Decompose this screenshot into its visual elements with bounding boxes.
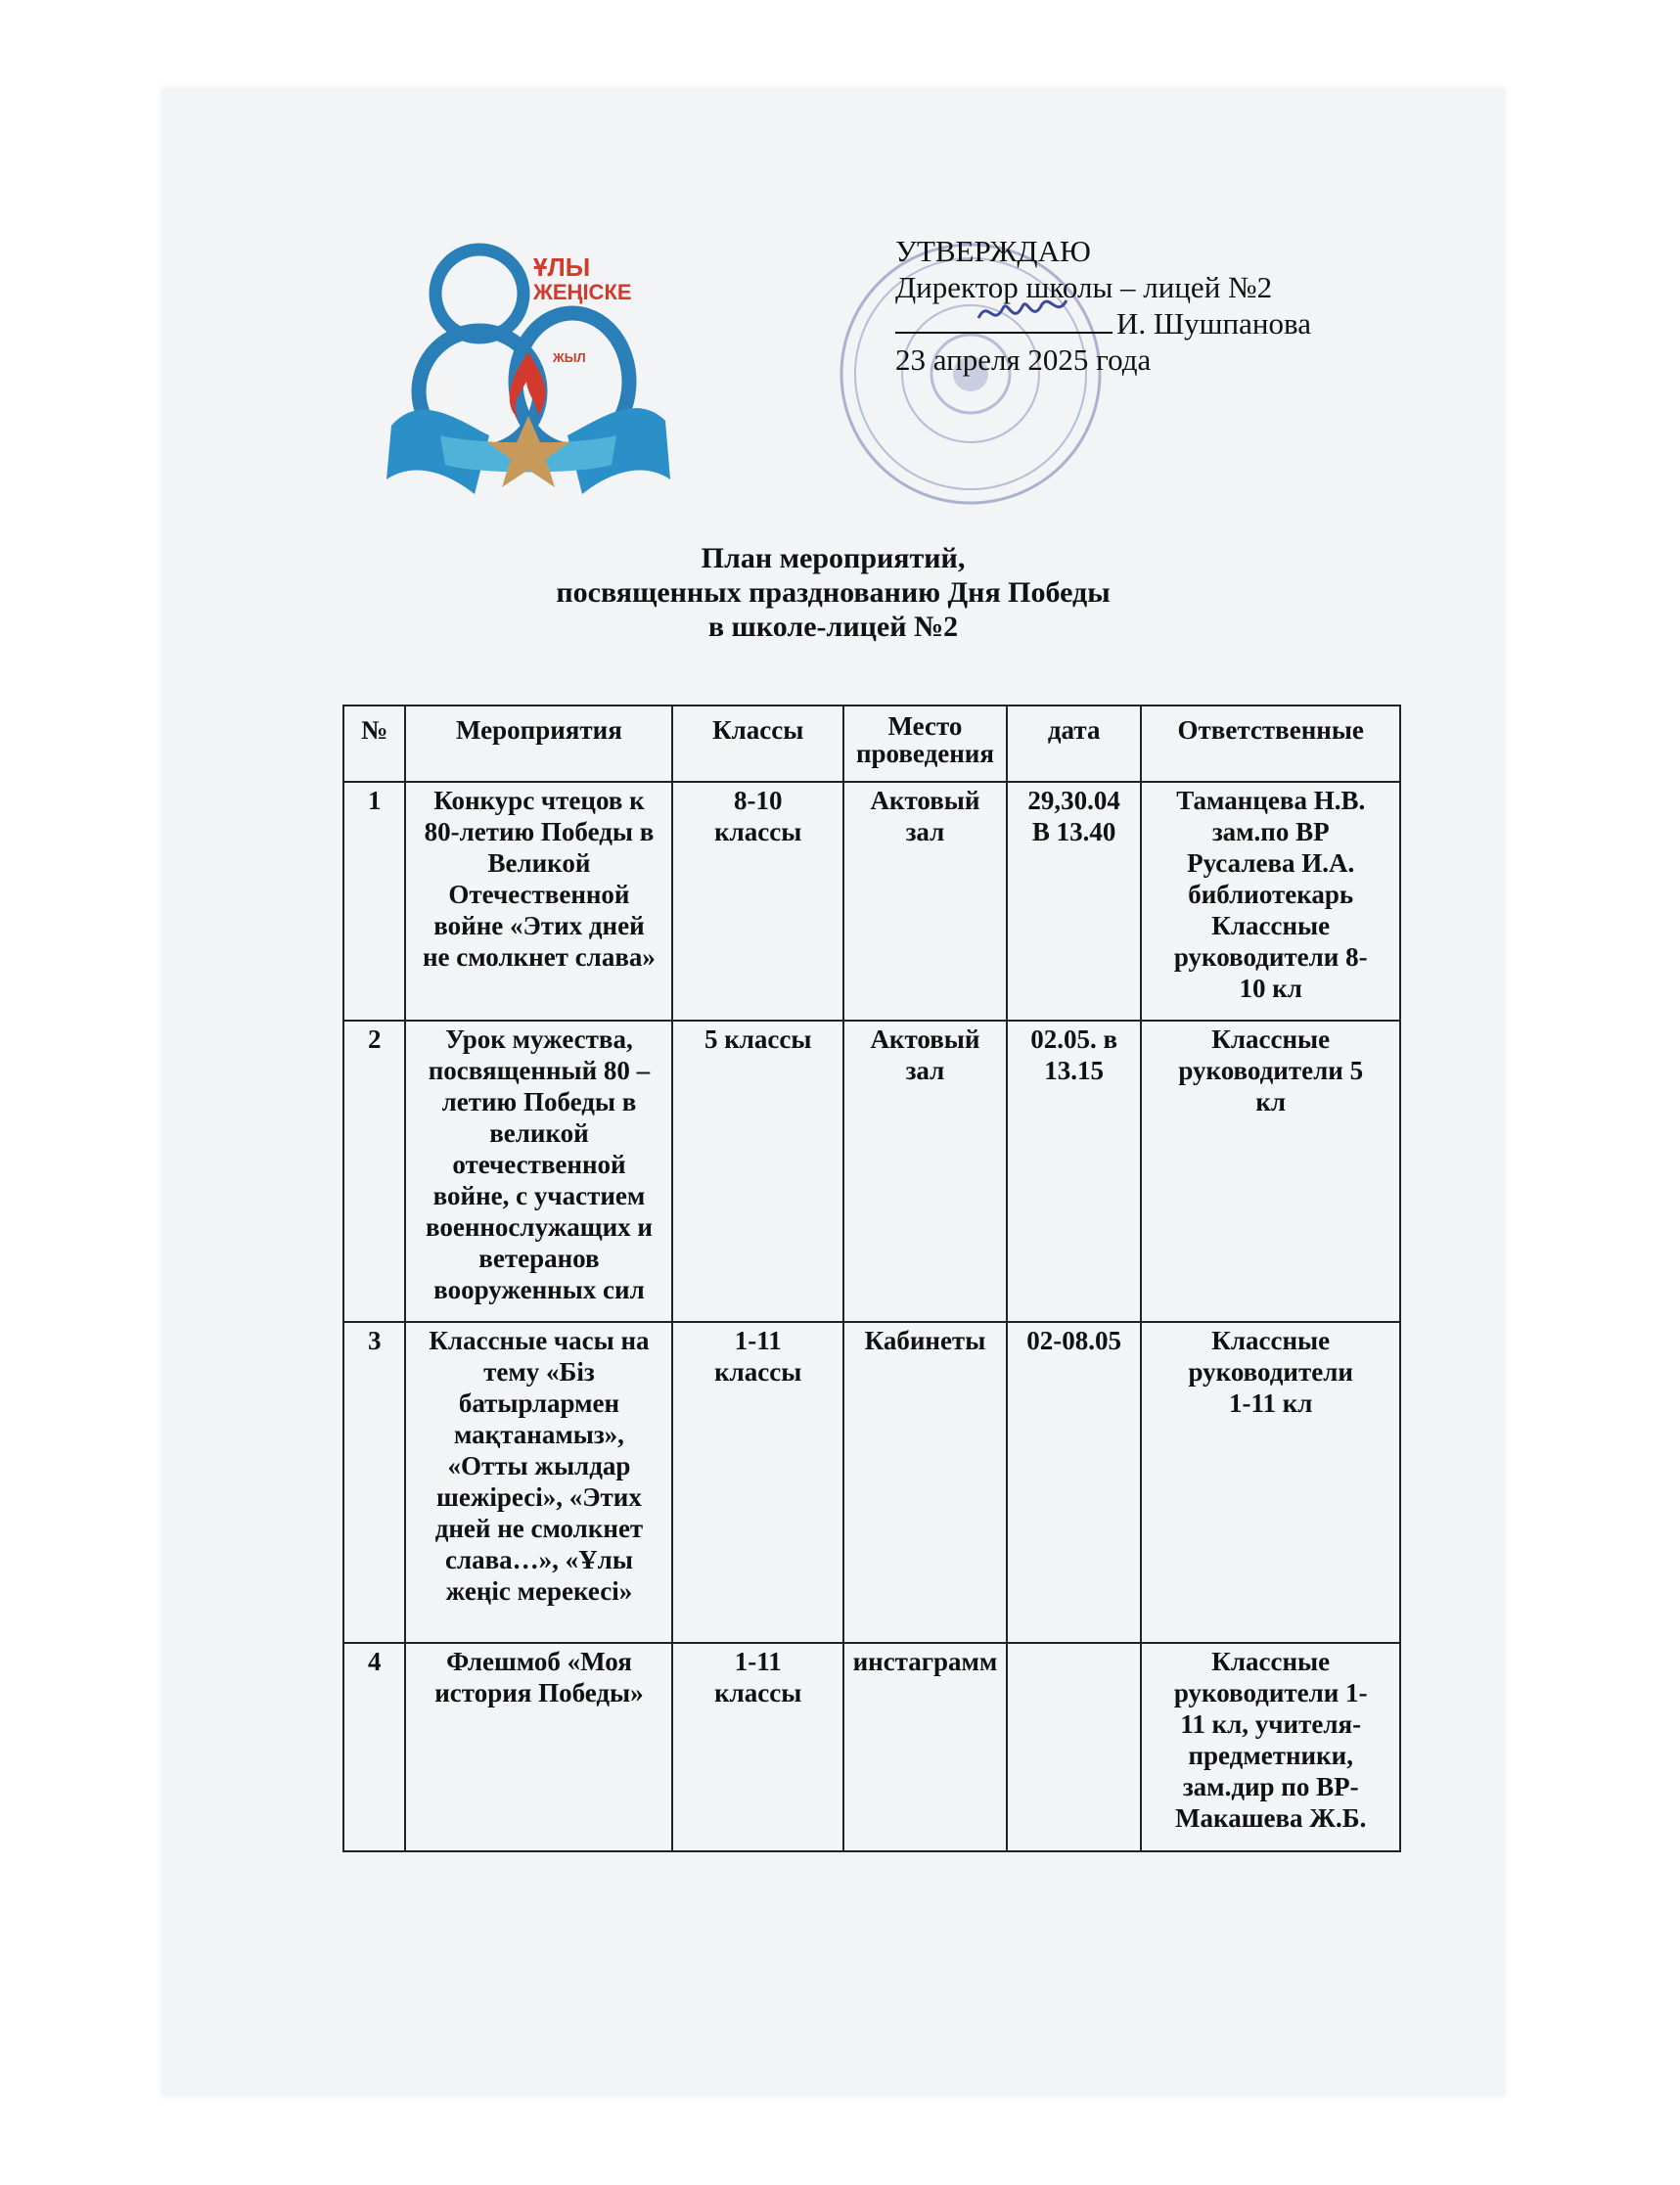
approval-signature-line [895,305,1311,341]
cell-event-line: шежіресі», «Этих [436,1482,642,1512]
cell-event-line: 80-летию Победы в [424,817,655,846]
header-responsible: Ответственные [1141,706,1400,782]
cell-responsible-line: Классные [1211,1326,1331,1355]
cell-classes-line: классы [714,1357,802,1387]
cell-place-line: Кабинеты [864,1326,986,1355]
cell-place [843,1322,1007,1643]
cell-classes-line: 1-11 [734,1326,782,1355]
cell-responsible-line: кл [1255,1087,1287,1116]
logo-line-1: ҰЛЫ [533,252,591,282]
approval-position: Директор школы – лицей №2 [895,270,1273,304]
cell-num: 4 [343,1643,405,1851]
cell-place [843,1021,1007,1322]
cell-classes [672,782,843,1021]
cell-event-line: вооруженных сил [433,1275,645,1304]
header-place-line-1: Место [887,711,963,741]
cell-place-line: Актовый [870,1024,980,1054]
cell-date [1007,782,1142,1021]
cell-date [1007,1322,1142,1643]
cell-event-line: отечественной [452,1150,626,1179]
cell-place [843,1643,1007,1851]
cell-responsible-line: Классные [1211,1024,1331,1054]
cell-date-line: 02-08.05 [1026,1326,1122,1355]
cell-event-line: войне, с участием [432,1181,646,1210]
cell-date-line: 13.15 [1044,1056,1105,1085]
cell-num: 1 [343,782,405,1021]
cell-responsible-line: библиотекарь [1188,880,1354,909]
cell-date [1007,1021,1142,1322]
cell-place [843,782,1007,1021]
cell-event-line: Флешмоб «Моя [446,1647,632,1676]
cell-responsible [1141,782,1400,1021]
cell-responsible-line: Русалева И.А. [1187,848,1355,878]
cell-classes-line: 5 классы [704,1024,812,1054]
cell-event-line: великой [489,1118,589,1148]
events-table [342,705,1401,1852]
cell-responsible-line: предметники, [1188,1741,1353,1770]
cell-event [405,1643,672,1851]
table-header-row [343,706,1400,782]
cell-event-line: Конкурс чтецов к [433,786,645,815]
cell-event-line: войне «Этих дней [433,911,645,940]
cell-event [405,1322,672,1643]
cell-place-line: зал [905,817,945,846]
cell-event-line: «Отты жылдар [447,1451,631,1480]
table-row [343,1322,1400,1643]
signature-underline [895,306,1112,334]
cell-event-line: Урок мужества, [445,1024,633,1054]
cell-place-line: инстаграмм [852,1647,998,1676]
cell-place-line: зал [905,1056,945,1085]
table-body [343,782,1400,1851]
cell-responsible-line: Таманцева Н.В. [1176,786,1366,815]
cell-responsible-line: 10 кл [1239,974,1302,1003]
cell-date [1007,1643,1142,1851]
cell-responsible-line: 11 кл, учителя- [1180,1709,1362,1739]
cell-responsible [1141,1643,1400,1851]
cell-classes-line: классы [714,1678,802,1707]
approval-name: И. Шушпанова [1116,306,1311,341]
cell-num: 3 [343,1322,405,1643]
cell-event-line: Классные часы на [429,1326,650,1355]
cell-responsible-line: Классные [1211,1647,1331,1676]
title-line-2: посвященных празднованию Дня Победы [556,576,1111,609]
header-date: дата [1007,706,1142,782]
cell-classes [672,1322,843,1643]
cell-event-line: батырлармен [458,1388,620,1418]
cell-num: 2 [343,1021,405,1322]
table-row [343,1643,1400,1851]
logo-text [533,254,632,303]
cell-event [405,1021,672,1322]
cell-event-line: тему «Біз [483,1357,595,1387]
cell-event [405,782,672,1021]
logo-line-3: ЖЫЛ [553,350,586,365]
cell-event-line: летию Победы в [441,1087,637,1116]
cell-classes-line: 8-10 [733,786,783,815]
table-row [343,782,1400,1021]
cell-place-line: Актовый [870,786,980,815]
header-place [843,706,1007,782]
cell-date-line: 29,30.04 [1027,786,1120,815]
approval-block [895,233,1311,378]
cell-responsible-line: руководители [1188,1357,1353,1387]
cell-responsible-line: руководители 8- [1173,942,1368,972]
cell-event-line: история Победы» [434,1678,644,1707]
cell-event-line: мақтанамыз», [453,1420,624,1449]
cell-classes [672,1643,843,1851]
approval-heading: УТВЕРЖДАЮ [895,234,1091,268]
cell-event-line: Отечественной [448,880,630,909]
cell-event-line: слава…», «Ұлы [444,1545,633,1574]
header-place-line-2: проведения [855,739,994,768]
cell-responsible-line: Классные [1211,911,1331,940]
cell-responsible [1141,1021,1400,1322]
victory-80-logo [382,235,675,499]
title-line-1: План мероприятий, [701,542,966,574]
cell-classes-line: 1-11 [734,1647,782,1676]
cell-responsible-line: зам.дир по ВР- [1182,1772,1359,1801]
cell-responsible-line: Макашева Ж.Б. [1175,1803,1367,1833]
cell-event-line: жеңіс мерекесі» [445,1576,633,1606]
cell-responsible-line: руководители 5 [1178,1056,1364,1085]
cell-event-line: посвященный 80 – [428,1056,651,1085]
cell-responsible [1141,1322,1400,1643]
approval-date: 23 апреля 2025 года [895,342,1152,377]
header-event: Мероприятия [405,706,672,782]
cell-date-line: 02.05. в [1030,1024,1118,1054]
table-row [343,1021,1400,1322]
cell-date-line: В 13.40 [1031,817,1116,846]
cell-event-line: Великой [487,848,591,878]
cell-responsible-line: зам.по ВР [1211,817,1330,846]
header-classes: Классы [672,706,843,782]
cell-responsible-line: руководители 1- [1173,1678,1368,1707]
cell-responsible-line: 1-11 кл [1228,1388,1313,1418]
cell-event-line: ветеранов [478,1244,600,1273]
cell-event-line: не смолкнет слава» [422,942,656,972]
cell-event-line: дней не смолкнет [434,1514,644,1543]
document-title [161,541,1505,644]
cell-event-line: военнослужащих и [425,1212,653,1242]
title-line-3: в школе-лицей №2 [707,611,959,643]
logo-line-2: ЖЕҢІСКЕ [533,280,632,305]
cell-classes [672,1021,843,1322]
header-num: № [343,706,405,782]
cell-classes-line: классы [714,817,802,846]
